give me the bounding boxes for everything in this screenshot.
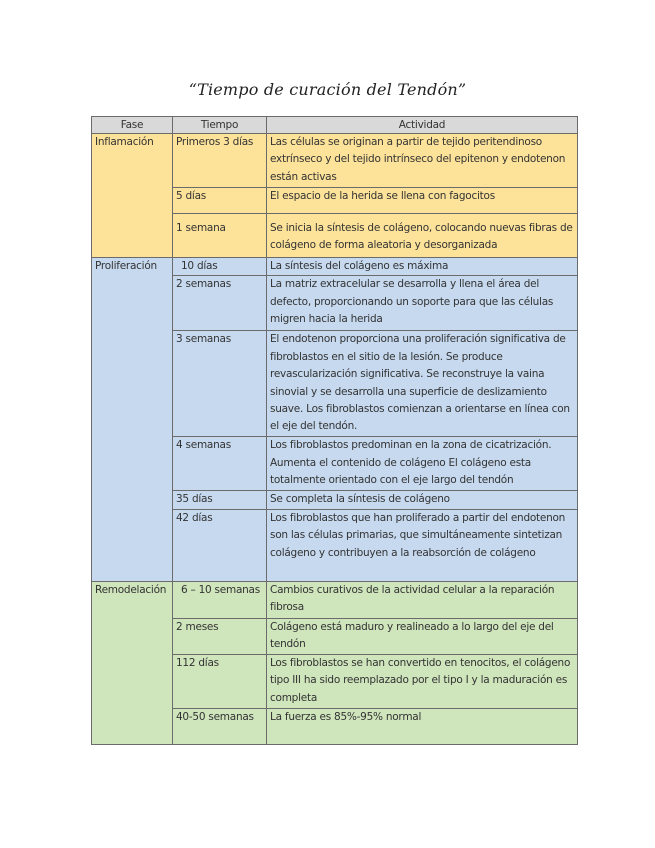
tiempo-cell: 42 días [173,509,267,581]
tiempo-cell: 1 semana [173,214,267,258]
actividad-cell: Los fibroblastos predominan en la zona de cicatrización. Aumenta el contenido de colágeno El colágeno esta totalmente orientado con el eje largo del tendón [267,437,578,491]
tiempo-cell: 10 días [173,258,267,276]
tiempo-cell: 2 semanas [173,276,267,331]
tiempo-cell: 2 meses [173,618,267,654]
tiempo-cell: 5 días [173,188,267,214]
table-row [92,134,578,188]
actividad-cell: La síntesis del colágeno es máxima [267,258,578,276]
tiempo-cell: 3 semanas [173,331,267,437]
table-row [92,581,578,618]
tiempo-cell: 40-50 semanas [173,708,267,744]
tiempo-cell: 6 – 10 semanas [173,581,267,618]
actividad-cell: Las células se originan a partir de tejido peritendinoso extrínseco y del tejido intrínseco del epitenon y endotenon están activas [267,134,578,188]
actividad-cell: Se completa la síntesis de colágeno [267,491,578,509]
table-header-row [92,117,578,134]
header-fase: Fase [92,117,173,134]
tiempo-cell: 112 días [173,654,267,708]
tiempo-cell: Primeros 3 días [173,134,267,188]
header-tiempo: Tiempo [173,117,267,134]
tendon-healing-table [91,116,578,745]
header-actividad: Actividad [267,117,578,134]
phase-cell-proliferacion: Proliferación [92,258,173,582]
table-row [92,258,578,276]
phase-cell-remodelacion: Remodelación [92,581,173,744]
tiempo-cell: 35 días [173,491,267,509]
actividad-cell: Los fibroblastos que han proliferado a partir del endotenon son las células primarias, que simultáneamente sintetizan colágeno y contribuyen a la reabsorción de colágeno [267,509,578,581]
actividad-cell: Colágeno está maduro y realineado a lo largo del eje del tendón [267,618,578,654]
actividad-cell: La matriz extracelular se desarrolla y llena el área del defecto, proporcionando un soporte para que las células migren hacia la herida [267,276,578,331]
actividad-cell: La fuerza es 85%-95% normal [267,708,578,744]
actividad-cell: Cambios curativos de la actividad celular a la reparación fibrosa [267,581,578,618]
phase-cell-inflamacion: Inflamación [92,134,173,258]
actividad-cell: Los fibroblastos se han convertido en tenocitos, el colágeno tipo III ha sido reemplazado por el tipo I y la maduración es completa [267,654,578,708]
actividad-cell: El endotenon proporciona una proliferación significativa de fibroblastos en el sitio de la lesión. Se produce revascularización significativa. Se reconstruye la vaina sinovial y se desarrolla una superficie de deslizamiento suave. Los fibroblastos comienzan a orientarse en línea con el eje del tendón. [267,331,578,437]
document-title: “Tiempo de curación del Tendón” [188,80,467,99]
actividad-cell: Se inicia la síntesis de colágeno, colocando nuevas fibras de colágeno de forma aleatoria y desorganizada [267,214,578,258]
actividad-cell: El espacio de la herida se llena con fagocitos [267,188,578,214]
tiempo-cell: 4 semanas [173,437,267,491]
